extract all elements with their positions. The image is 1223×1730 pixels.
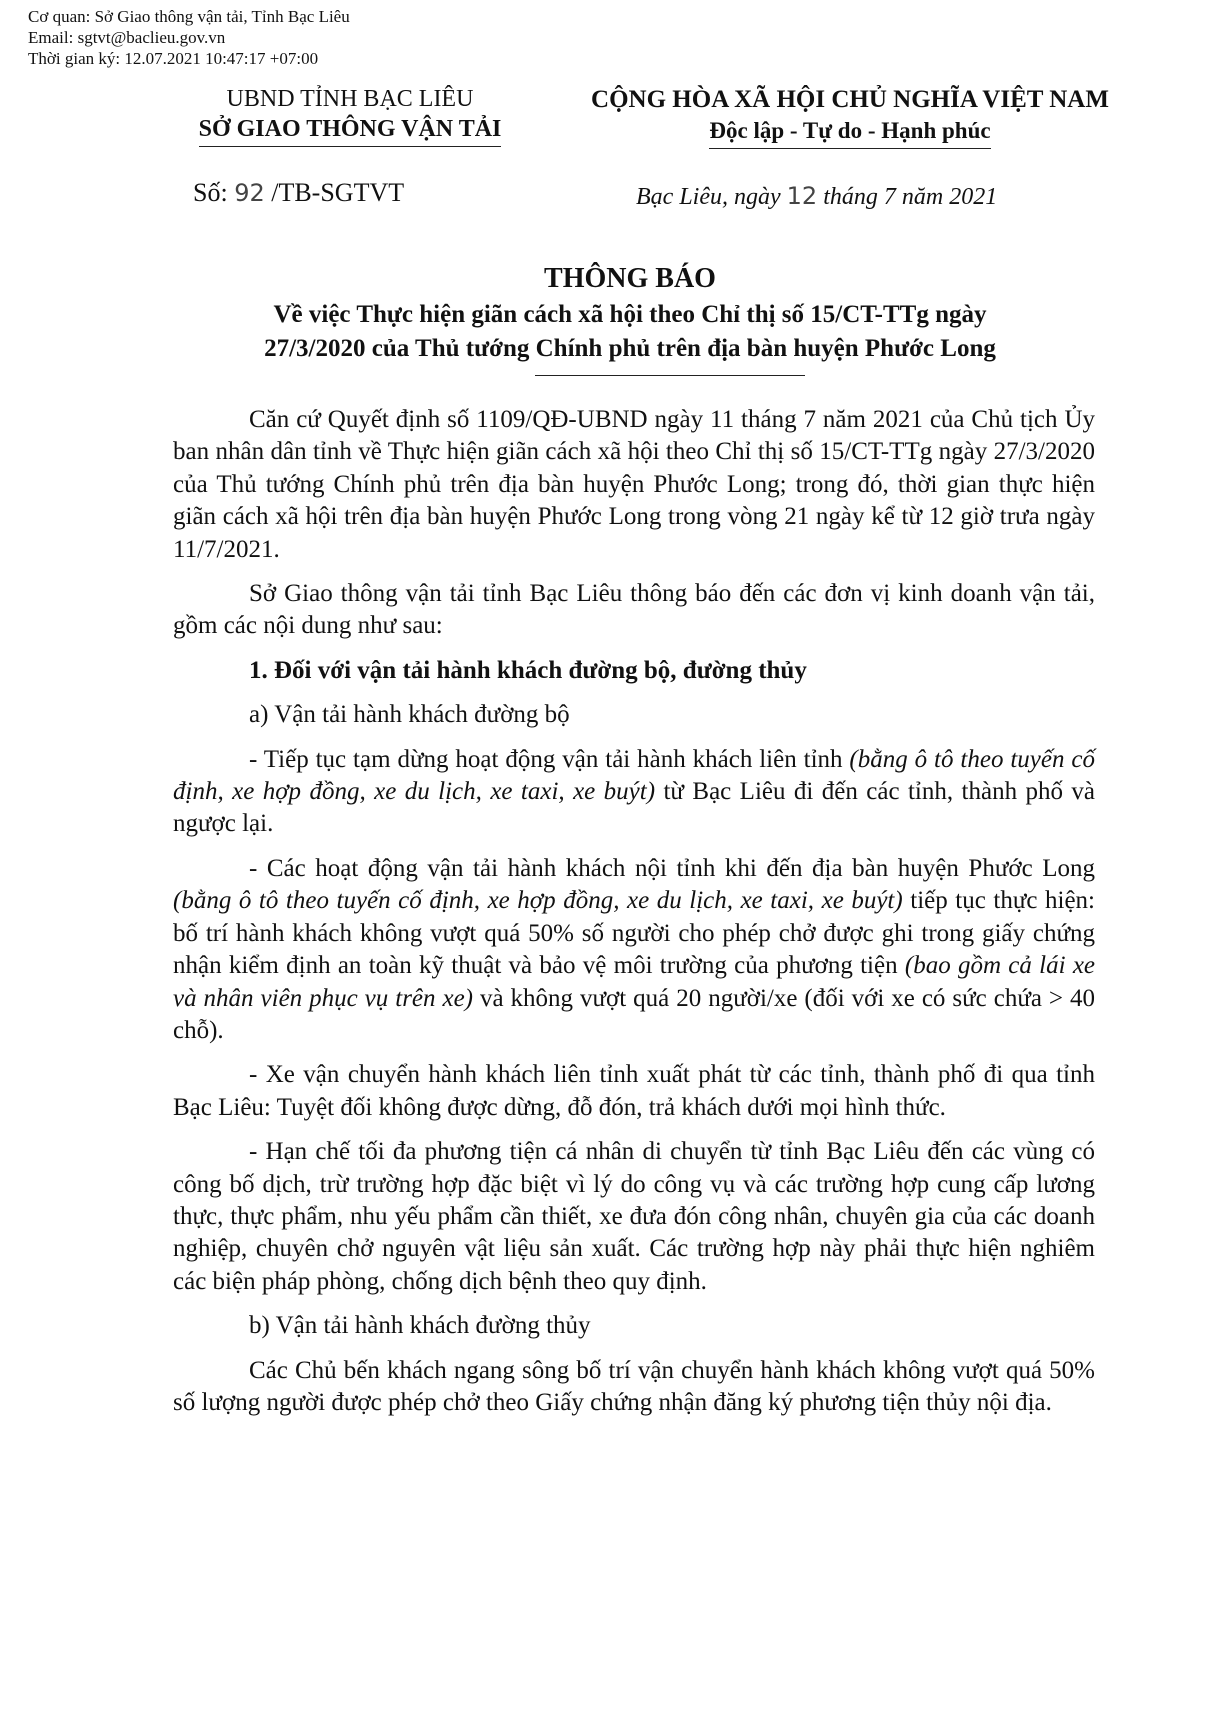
section-1-heading: 1. Đối với vận tải hành khách đường bộ, đường thủy	[249, 656, 807, 684]
bullet-intraprovincial-limits	[173, 853, 1095, 1047]
bullet-2-text-end: và không vượt quá 20 người/xe (đối với xe có sức chứa > 40 chỗ).	[173, 984, 1095, 1044]
document-title-block	[130, 262, 1130, 366]
bullet-1-text-end: từ Bạc Liêu đi đến các tỉnh, thành phố và ngược lại.	[173, 778, 1095, 838]
national-header	[560, 84, 1140, 149]
title-underline	[535, 375, 805, 376]
bullet-2-italic-1: (bằng ô tô theo tuyến cố định, xe hợp đồng, xe du lịch, xe taxi, xe buýt)	[173, 887, 903, 915]
bullet-1-text: - Tiếp tục tạm dừng hoạt động vận tải hành khách liên tỉnh	[249, 745, 850, 773]
bullet-interprovincial-suspension	[173, 744, 1095, 841]
doc-number-prefix: Số:	[193, 178, 235, 207]
place-date-day-handwritten: 12	[786, 182, 818, 210]
parent-agency: UBND TỈNH BẠC LIÊU	[226, 86, 474, 112]
doc-number-handwritten: 92	[234, 179, 265, 207]
issuing-agency: SỞ GIAO THÔNG VẬN TẢI	[199, 114, 502, 147]
bullet-1-italic: (bằng ô tô theo tuyến cố định, xe hợp đồng, xe du lịch, xe taxi, xe buýt)	[173, 745, 1095, 806]
subject-line-2: 27/3/2020 của Thủ tướng Chính phủ trên địa bàn huyện Phước Long	[264, 335, 996, 362]
signature-agency: Cơ quan: Sở Giao thông vận tải, Tỉnh Bạc Liêu	[28, 7, 350, 26]
bullet-2-italic-2: (bao gồm cả lái xe và nhân viên phục vụ trên xe)	[173, 952, 1096, 1012]
digital-signature-block	[28, 6, 350, 69]
place-date-prefix: Bạc Liêu, ngày	[636, 184, 787, 210]
bullet-2-text-mid: tiếp tục thực hiện: bố trí hành khách không vượt quá 50% số người cho phép chở được ghi trong giấy chứng nhận kiểm định an toàn kỹ thuật và bảo vệ môi trường của phương tiện	[173, 887, 1095, 980]
subsection-a-heading: a) Vận tải hành khách đường bộ	[249, 701, 570, 729]
document-subject	[130, 298, 1130, 366]
signature-time: Thời gian ký: 12.07.2021 10:47:17 +07:00	[28, 49, 319, 68]
place-date-suffix: tháng 7 năm 2021	[817, 184, 998, 210]
doc-number-suffix: /TB-SGTVT	[264, 178, 405, 207]
issuing-agency-header	[150, 84, 550, 147]
signature-email: Email: sgtvt@baclieu.gov.vn	[28, 28, 226, 47]
bullet-personal-vehicles: - Hạn chế tối đa phương tiện cá nhân di chuyển từ tỉnh Bạc Liêu đến các vùng có công bố dịch, trừ trường hợp đặc biệt vì lý do công vụ và các trường hợp cung cấp lương thực, thực phẩm, nhu yếu phẩm cần thiết, xe đưa đón công nhân, chuyên gia của các doanh nghiệp, chuyên chở nguyên vật liệu sản xuất. Các trường hợp này phải thực hiện nghiêm các biện pháp phòng, chống dịch bệnh theo quy định.	[173, 1138, 1095, 1295]
subject-line-1: Về việc Thực hiện giãn cách xã hội theo Chỉ thị số 15/CT-TTg ngày	[273, 301, 987, 328]
national-title: CỘNG HÒA XÃ HỘI CHỦ NGHĨA VIỆT NAM	[591, 86, 1109, 113]
bullet-2-text: - Các hoạt động vận tải hành khách nội tỉnh khi đến địa bàn huyện Phước Long	[249, 854, 1095, 882]
document-type: THÔNG BÁO	[544, 263, 716, 294]
document-body	[173, 404, 1095, 1419]
bullet-transit-vehicles: - Xe vận chuyển hành khách liên tỉnh xuất phát từ các tỉnh, thành phố đi qua tỉnh Bạc Liêu: Tuyệt đối không được dừng, đỗ đón, trả khách dưới mọi hình thức.	[173, 1061, 1095, 1121]
paragraph-legal-basis: Căn cứ Quyết định số 1109/QĐ-UBND ngày 11 tháng 7 năm 2021 của Chủ tịch Ủy ban nhân dân tỉnh về Thực hiện giãn cách xã hội theo Chỉ thị số 15/CT-TTg ngày 27/3/2020 của Thủ tướng Chính phủ trên địa bàn huyện Phước Long; trong đó, thời gian thực hiện giãn cách xã hội trên địa bàn huyện Phước Long trong vòng 21 ngày kể từ 12 giờ trưa ngày 11/7/2021.	[173, 406, 1095, 563]
subsection-b-heading: b) Vận tải hành khách đường thủy	[249, 1312, 591, 1340]
paragraph-announcement: Sở Giao thông vận tải tỉnh Bạc Liêu thông báo đến các đơn vị kinh doanh vận tải, gồm các nội dung như sau:	[173, 580, 1095, 640]
national-motto: Độc lập - Tự do - Hạnh phúc	[709, 116, 990, 149]
paragraph-waterway-limits: Các Chủ bến khách ngang sông bố trí vận chuyển hành khách không vượt quá 50% số lượng người được phép chở theo Giấy chứng nhận đăng ký phương tiện thủy nội địa.	[173, 1356, 1095, 1416]
document-number	[193, 178, 404, 208]
place-and-date	[636, 182, 997, 211]
